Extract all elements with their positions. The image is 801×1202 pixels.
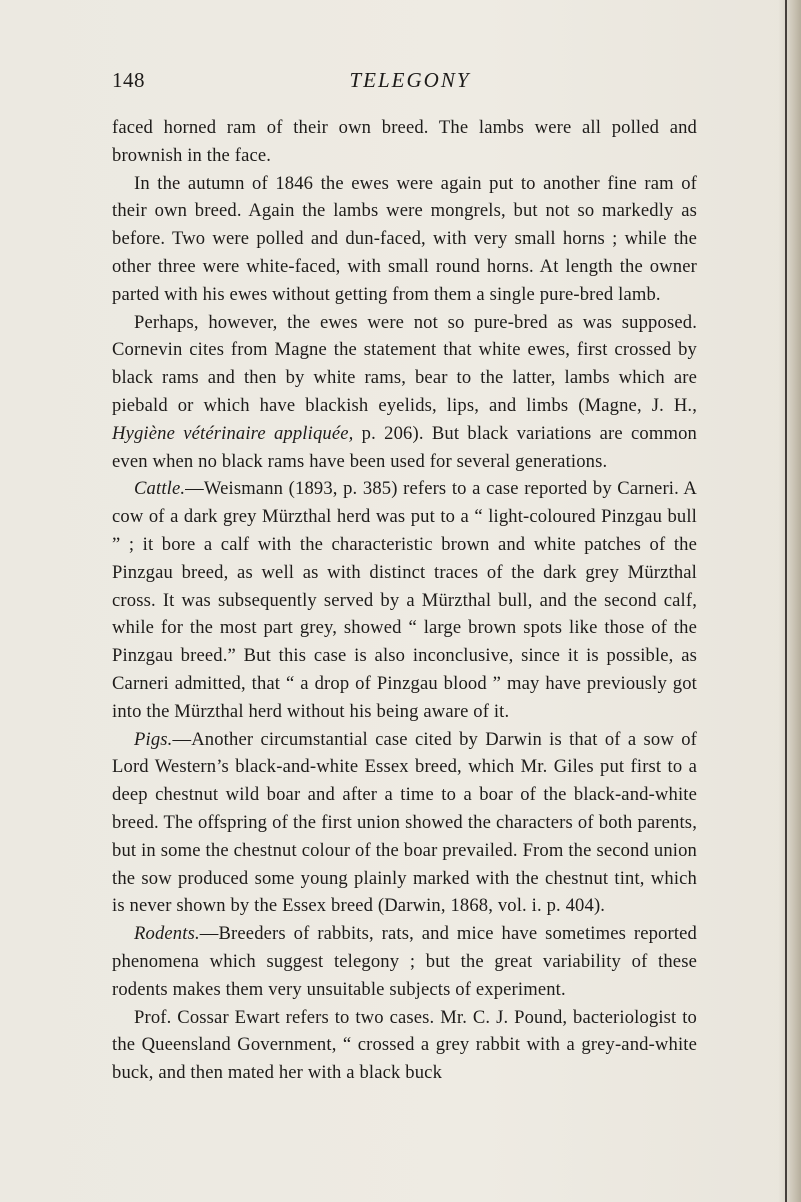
paragraph xyxy=(112,475,697,725)
paragraph xyxy=(112,726,697,921)
page-header xyxy=(112,68,708,100)
italic-run: Hygiène vétérinaire appliquée, xyxy=(112,422,354,444)
text-run: Perhaps, however, the ewes were not so pure-bred as was supposed. Cornevin cites from Magne the statement that white ewes, first crossed by black rams and then by white rams, bear to the latter, lambs which are piebald or which have blackish eyelids, lips, and limbs (Magne, J. H., xyxy=(112,311,697,416)
paragraph xyxy=(112,170,697,309)
italic-run: Pigs. xyxy=(134,728,173,750)
paragraph xyxy=(112,920,697,1003)
text-run: —Weismann (1893, p. 385) refers to a case reported by Carneri. A cow of a dark grey Mürzthal herd was put to a “ light-coloured Pinzgau bull ” ; it bore a calf with the characteristic brown and white patches of the Pinzgau breed, as well as with distinct traces of the dark grey Mürzthal cross. It was subsequently served by a Mürzthal bull, and the second calf, while for the most part grey, showed “ large brown spots like those of the Pinzgau breed.” But this case is also inconclusive, since it is possible, as Carneri admitted, that “ a drop of Pinzgau blood ” may have previously got into the Mürzthal herd without his being aware of it. xyxy=(112,478,697,722)
italic-run: Cattle. xyxy=(134,478,186,500)
italic-run: Rodents. xyxy=(134,923,200,945)
text-run: —Breeders of rabbits, rats, and mice have sometimes reported phenomena which suggest telegony ; but the great variability of these rodents makes them very unsuitable subjects of experiment. xyxy=(112,923,697,1000)
paragraph xyxy=(112,309,697,476)
paragraph xyxy=(112,1004,697,1087)
text-run: Prof. Cossar Ewart refers to two cases. Mr. C. J. Pound, bacteriologist to the Queensland Government, “ crossed a grey rabbit with a grey-and-white buck, and then mated her with a black buck xyxy=(112,1006,697,1084)
binding-shadow-line xyxy=(785,0,787,1202)
text-run: faced horned ram of their own breed. The lambs were all polled and brownish in the face. xyxy=(112,117,697,166)
text-run: p. 206). But black variations are common even when no black rams have been used for several generations. xyxy=(112,422,697,472)
body-text xyxy=(112,114,697,1087)
page-edge xyxy=(779,0,801,1202)
running-title: TELEGONY xyxy=(349,68,471,92)
paragraph xyxy=(112,114,697,170)
text-run: In the autumn of 1846 the ewes were again put to another fine ram of their own breed. Again the lambs were mongrels, but not so markedly as before. Two were polled and dun-faced, with very small horns ; while the other three were white-faced, with small round horns. At length the owner parted with his ewes without getting from them a single pure-bred lamb. xyxy=(112,172,697,305)
page-number: 148 xyxy=(112,68,145,92)
text-run: —Another circumstantial case cited by Darwin is that of a sow of Lord Western’s black-and-white Essex breed, which Mr. Giles put first to a deep chestnut wild boar and after a time to a boar of the black-and-white breed. The offspring of the first union showed the characters of both parents, but in some the chestnut colour of the boar prevailed. From the second union the sow produced some young plainly marked with the chestnut tint, which is never shown by the Essex breed (Darwin, 1868, vol. i. p. 404). xyxy=(112,728,697,917)
